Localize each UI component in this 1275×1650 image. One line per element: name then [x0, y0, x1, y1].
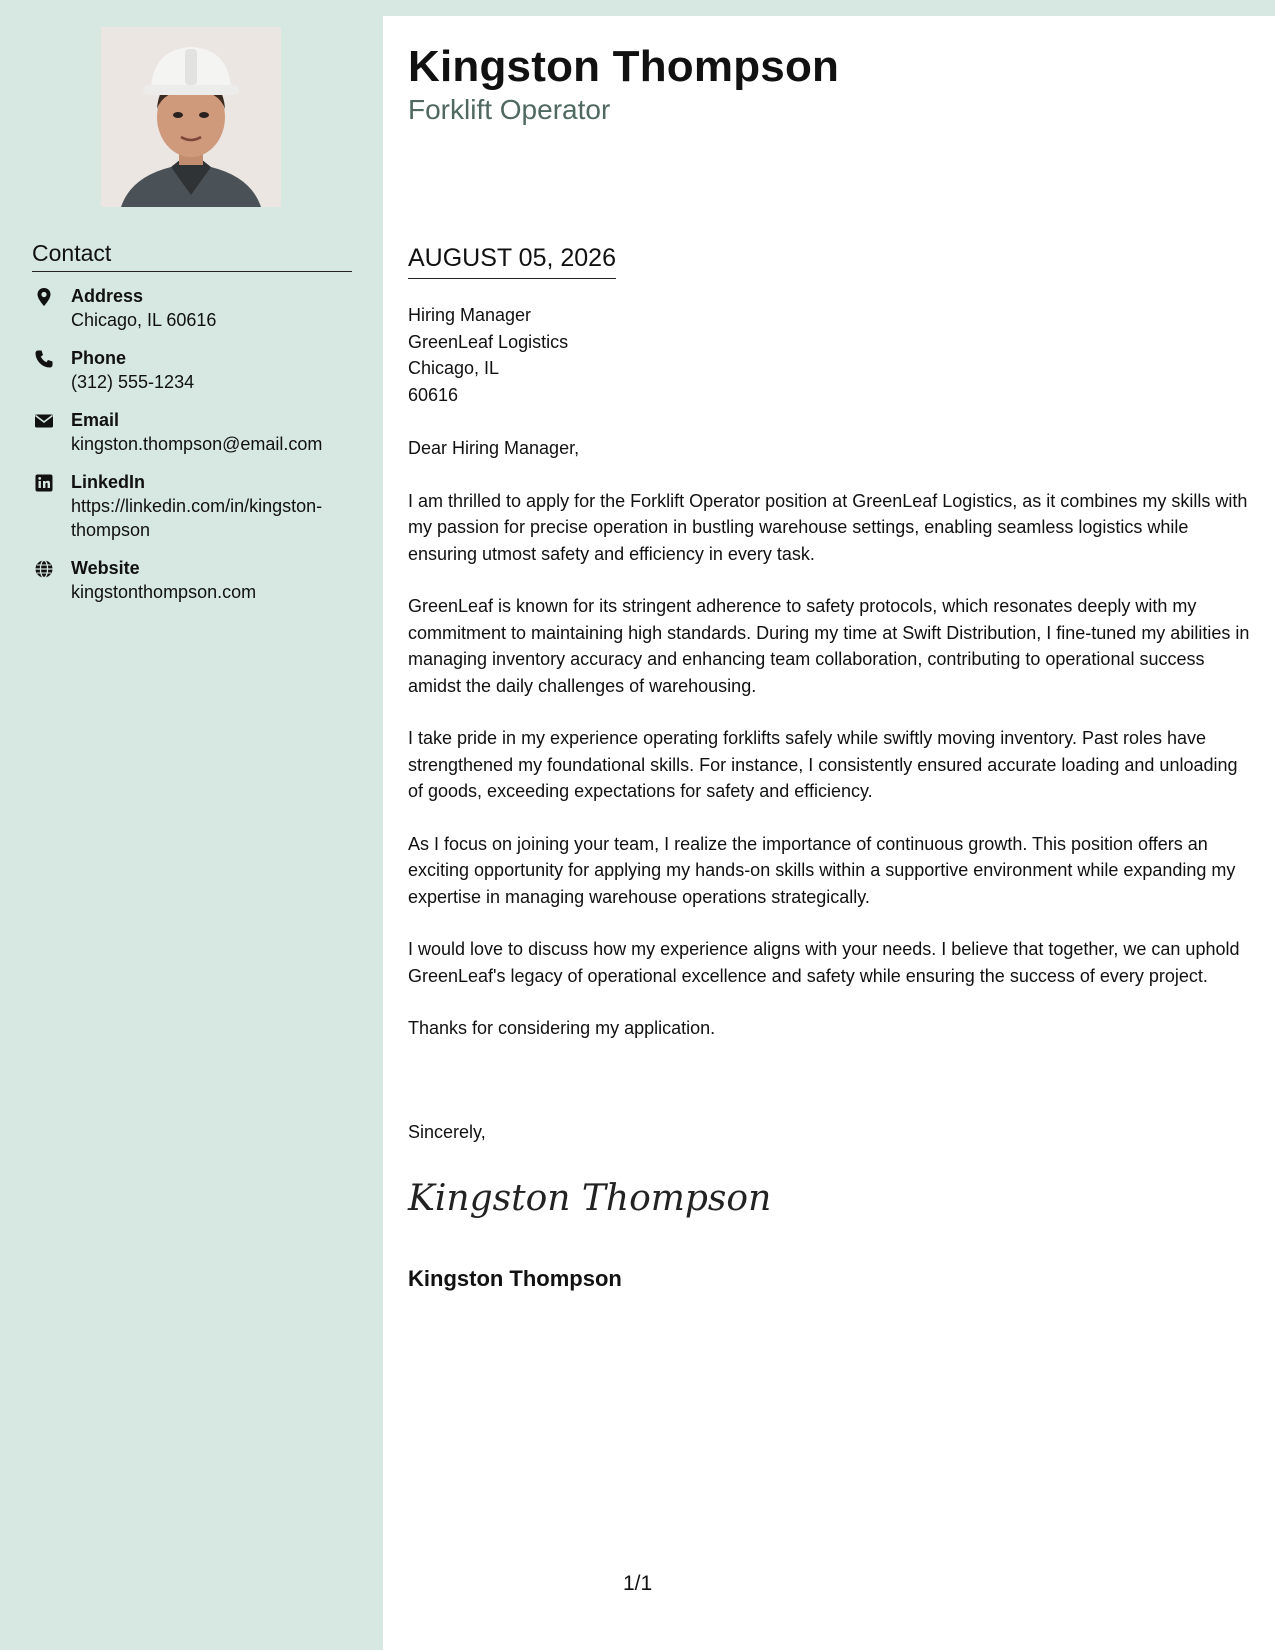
recipient-line: 60616: [408, 384, 459, 405]
page-number: 1/1: [623, 1572, 653, 1595]
contact-value: kingston.thompson@email.com: [71, 434, 323, 454]
body-paragraph: I would love to discuss how my experience aligns with your needs. I believe that together, we can uphold GreenLeaf's legacy of operational excellence and safety while ensuring the success of every project.: [408, 939, 1240, 986]
contact-value: Chicago, IL 60616: [71, 310, 217, 330]
recipient-block: [408, 302, 568, 408]
contact-item-linkedin: [32, 470, 362, 542]
body-paragraph: GreenLeaf is known for its stringent adherence to safety protocols, which resonates deeply with my commitment to maintaining high standards. During my time at Swift Distribution, I fine-tuned my abilities in managing inventory accuracy and enhancing team collaboration, contributing to operational success amidst the daily challenges of warehousing.: [408, 596, 1250, 696]
contact-label: Address: [71, 286, 144, 306]
letter-date: AUGUST 05, 2026: [408, 244, 616, 279]
recipient-line: GreenLeaf Logistics: [408, 331, 569, 352]
body-paragraph: Thanks for considering my application.: [408, 1018, 716, 1038]
contact-list: [32, 284, 362, 618]
contact-label: LinkedIn: [71, 472, 146, 492]
profile-photo: [101, 27, 281, 207]
applicant-name: Kingston Thompson: [408, 42, 840, 91]
map-pin-icon: [34, 287, 54, 307]
contact-item-address: [32, 284, 362, 332]
signer-name: Kingston Thompson: [408, 1266, 622, 1291]
contact-item-website: [32, 556, 362, 604]
contact-heading: Contact: [32, 240, 352, 272]
linkedin-icon: [34, 473, 54, 493]
contact-label: Website: [71, 558, 140, 578]
top-accent-strip: [383, 0, 1275, 16]
contact-value: (312) 555-1234: [71, 372, 195, 392]
handwritten-signature: [408, 1168, 772, 1228]
contact-value: kingstonthompson.com: [71, 582, 257, 602]
avatar: [101, 27, 281, 207]
signature-text: Kingston Thompson: [408, 1178, 772, 1219]
body-paragraph: As I focus on joining your team, I realize the importance of continuous growth. This position offers an exciting opportunity for applying my hands-on skills within a supportive environment while expanding my expertise in managing warehouse operations strategically.: [408, 833, 1236, 907]
body-paragraph: I am thrilled to apply for the Forklift Operator position at GreenLeaf Logistics, as it combines my skills with my passion for precise operation in bustling warehouse settings, enabling seamless logistics while ensuring utmost safety and efficiency in every task.: [408, 490, 1248, 564]
letter-body: [408, 435, 1253, 1068]
globe-icon: [34, 559, 54, 579]
body-paragraph: I take pride in my experience operating forklifts safely while swiftly moving inventory. Past roles have strengthened my foundational skills. For instance, I consistently ensured accurate loading and unloading of goods, exceeding expectations for safety and efficiency.: [408, 728, 1238, 801]
sidebar: [0, 0, 383, 1650]
contact-label: Phone: [71, 348, 127, 368]
contact-value: https://linkedin.com/in/kingston-thompson: [71, 496, 323, 540]
greeting: Dear Hiring Manager,: [408, 438, 580, 458]
phone-icon: [34, 349, 54, 369]
closing: Sincerely,: [408, 1122, 486, 1142]
recipient-line: Hiring Manager: [408, 305, 532, 325]
contact-label: Email: [71, 410, 120, 430]
recipient-line: Chicago, IL: [408, 358, 500, 378]
envelope-icon: [34, 411, 54, 431]
applicant-role: Forklift Operator: [408, 94, 611, 125]
contact-item-email: [32, 408, 362, 456]
contact-item-phone: [32, 346, 362, 394]
